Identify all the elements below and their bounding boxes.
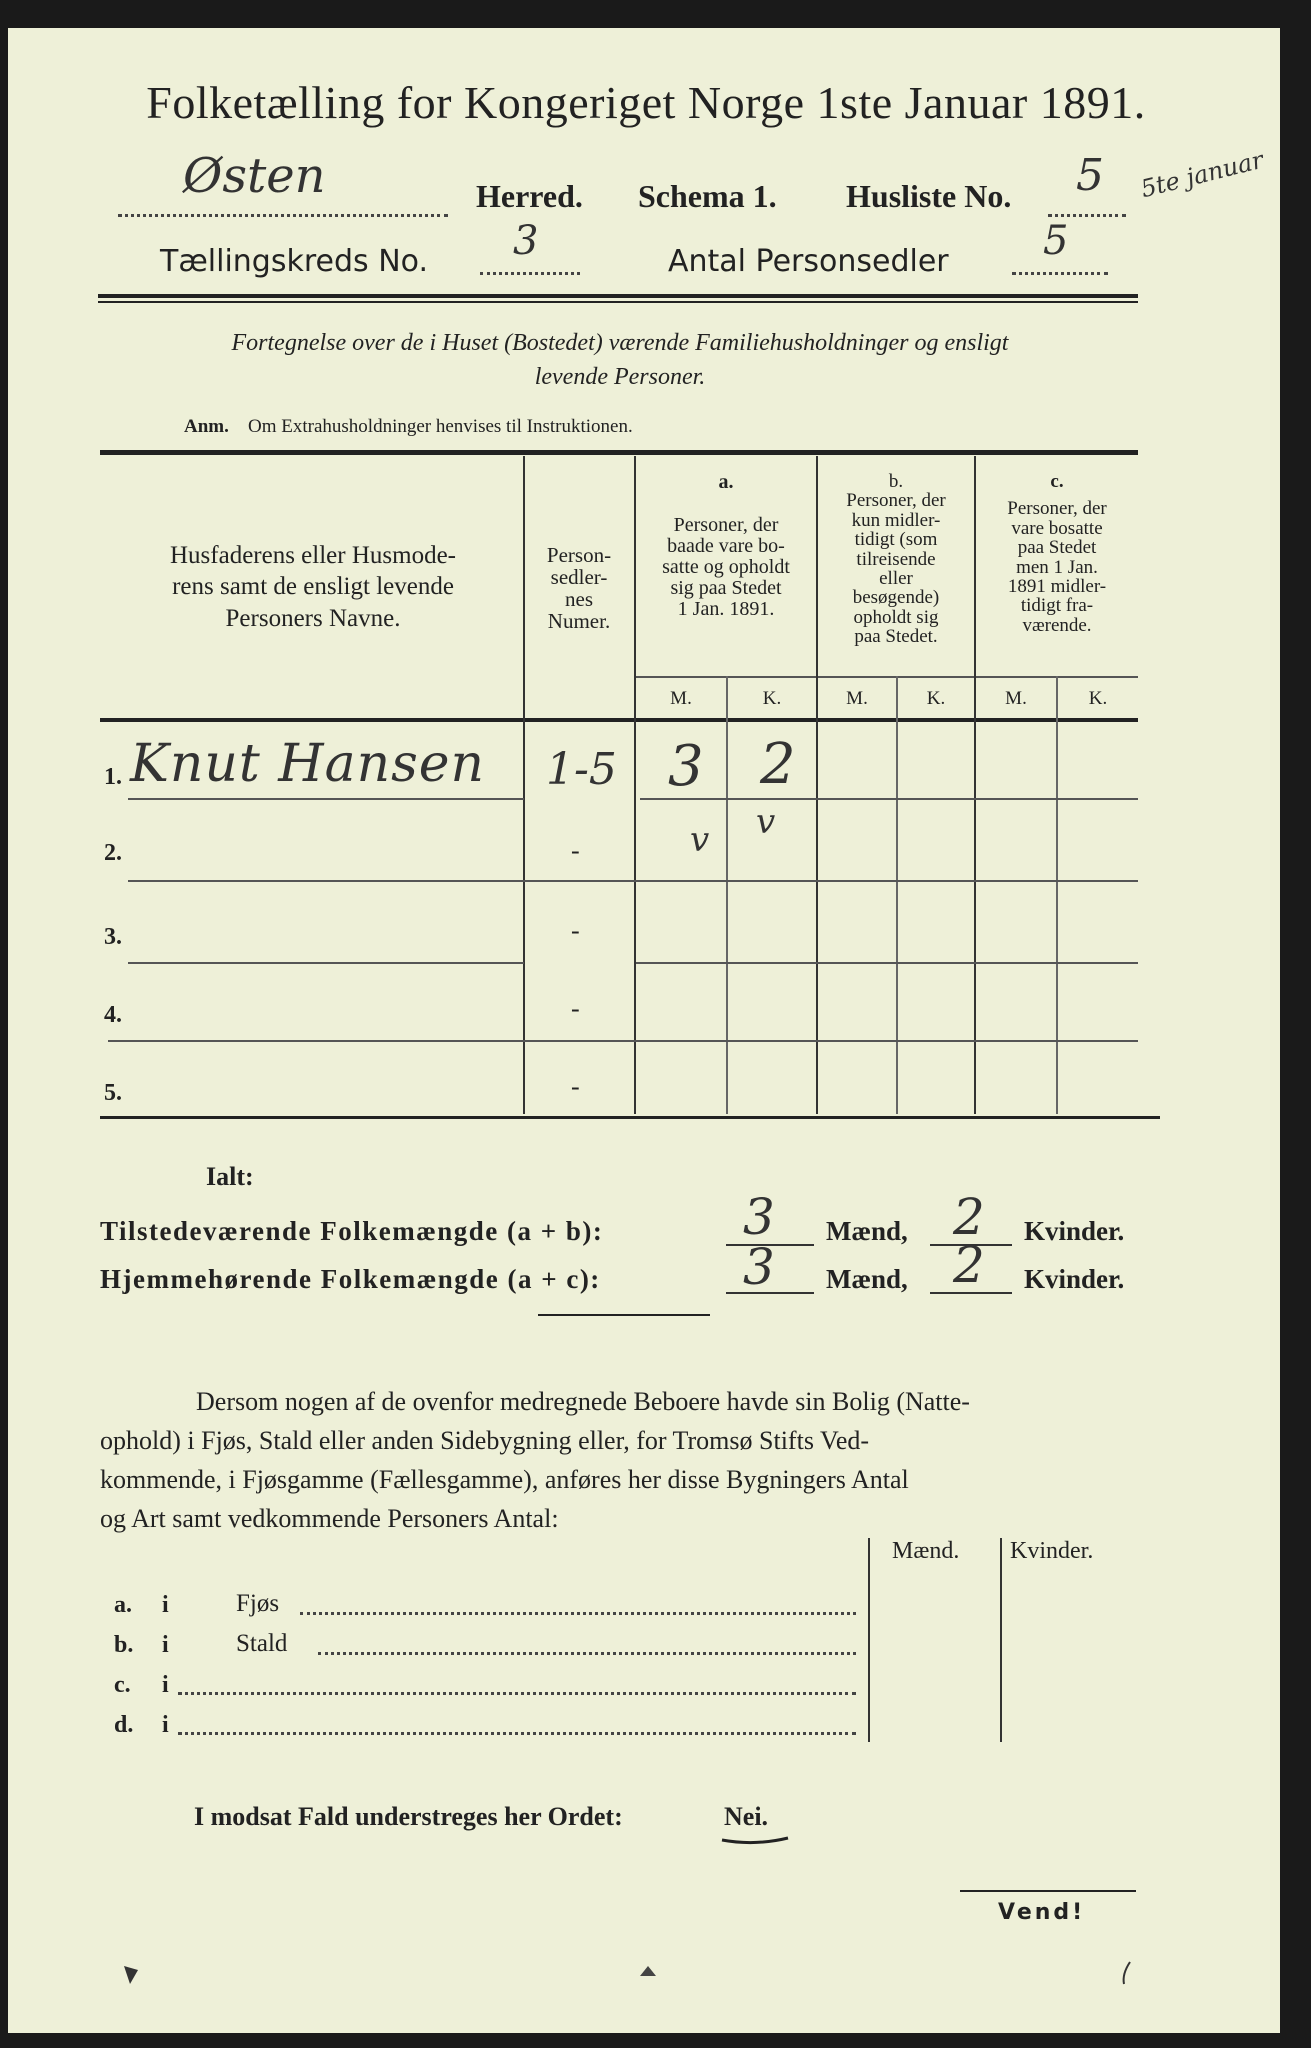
modsat-prefix: I modsat Fald understreges her Ordet: — [194, 1802, 623, 1831]
kreds-label: Tællingskreds No. — [160, 244, 428, 279]
building-divider-1 — [868, 1538, 870, 1742]
building-c-i: i — [162, 1672, 169, 1698]
row-3-sedler: - — [571, 916, 580, 945]
building-col-kvinder: Kvinder. — [1010, 1538, 1094, 1564]
husliste-value: 5 — [1076, 150, 1104, 201]
col-num-line3: nes — [565, 587, 593, 612]
header-rule-thin — [98, 301, 1138, 303]
building-b-i: i — [162, 1632, 169, 1658]
row-5-sedler: - — [571, 1072, 580, 1101]
row-line-1b — [640, 798, 1138, 800]
col-b-line4: tilreisende — [856, 548, 936, 570]
col-a-line5: 1 Jan. 1891. — [677, 598, 775, 620]
col-divider-4 — [974, 456, 976, 1114]
row-1-number: 1. — [104, 764, 122, 790]
total-line1-maend: Mænd, — [826, 1216, 908, 1246]
col-a-header — [638, 472, 814, 620]
row-line-3b — [636, 962, 1138, 964]
col-num-line4: Numer. — [547, 609, 611, 634]
row-4-number: 4. — [104, 1002, 122, 1028]
row-line-4 — [108, 1040, 1138, 1042]
anm-label: Anm. — [184, 416, 229, 437]
col-name-header — [108, 540, 518, 634]
row-5-number: 5. — [104, 1080, 122, 1106]
col-b-k-label: K. — [926, 688, 946, 709]
intro-line1: Fortegnelse over de i Huset (Bostedet) værende Familiehusholdninger og ensligt — [231, 330, 1009, 356]
col-divider-c-mk — [1056, 676, 1058, 1114]
row-1-name: Knut Hansen — [130, 734, 486, 794]
col-num-line2: sedler- — [550, 565, 608, 590]
row-1-sedler: 1-5 — [546, 744, 617, 795]
col-name-line2: rens samt de ensligt levende — [172, 573, 454, 601]
total-line2-maend: Mænd, — [826, 1264, 908, 1294]
husliste-note: 5te januar — [1138, 145, 1267, 204]
antal-label: Antal Personsedler — [668, 244, 949, 279]
total-line2-kvinder: Kvinder. — [1024, 1264, 1125, 1294]
col-c-header — [977, 472, 1137, 635]
table-bottom-rule — [100, 1116, 1160, 1119]
col-num-header — [526, 544, 632, 632]
husliste-label: Husliste No. — [846, 178, 1012, 214]
col-b-letter: b. — [888, 471, 904, 492]
col-b-line1: Personer, der — [846, 490, 946, 512]
total-line2-label: Hjemmehørende Folkemængde (a + c): — [100, 1264, 601, 1294]
col-a-line3: satte og opholdt — [662, 556, 790, 578]
header-rule — [98, 294, 1138, 298]
corner-mark-left — [120, 1962, 142, 1988]
table-header-rule — [100, 718, 1138, 722]
row-1-a-k: 2 — [760, 732, 796, 797]
col-a-letter: a. — [718, 471, 734, 493]
building-col-maend: Mænd. — [892, 1538, 960, 1564]
col-c-line4: men 1 Jan. — [1016, 556, 1098, 578]
footer-para-line4: og Art samt vedkommende Personers Antal: — [100, 1504, 559, 1533]
antal-value: 5 — [1043, 218, 1069, 264]
section-divider — [538, 1314, 710, 1316]
mk-divider — [636, 676, 1138, 678]
col-divider-3 — [816, 456, 818, 1114]
table-top-rule — [100, 450, 1138, 455]
herred-label: Herred. — [476, 178, 583, 214]
col-divider-a-mk — [726, 676, 728, 1114]
building-d-i: i — [162, 1712, 169, 1738]
total-line1-k: 2 — [953, 1188, 985, 1246]
herred-value: Østen — [183, 148, 326, 204]
corner-mark-right — [1116, 1960, 1138, 1988]
footer-para-line3: kommende, i Fjøsgamme (Fællesgamme), anføres her disse Bygningers Antal — [100, 1465, 909, 1494]
row-line-1 — [128, 798, 524, 800]
col-num-line1: Person- — [546, 543, 612, 567]
row-2-a-k: v — [756, 802, 776, 842]
col-a-line4: sig paa Stedet — [670, 577, 782, 599]
col-a-line2: baade vare bo- — [667, 535, 785, 557]
building-d-letter: d. — [114, 1712, 134, 1738]
col-a-k-label: K. — [762, 688, 782, 709]
col-divider-1 — [523, 456, 525, 1114]
col-b-header — [819, 472, 973, 646]
schema-label: Schema 1. — [638, 178, 777, 214]
col-b-line6: besøgende) — [852, 587, 940, 609]
building-a-letter: a. — [114, 1592, 132, 1618]
modsat-word: Nei. — [724, 1802, 769, 1831]
intro-line2: levende Personer. — [534, 364, 706, 390]
total-line1-kvinder: Kvinder. — [1024, 1216, 1125, 1246]
building-c-blank — [178, 1692, 856, 1695]
building-c-letter: c. — [114, 1672, 131, 1698]
row-line-2 — [128, 880, 1138, 882]
col-b-line5: eller — [879, 567, 913, 589]
footer-para-line1: Dersom nogen af de ovenfor medregnede Beboere havde sin Bolig (Natte- — [196, 1387, 970, 1416]
vend-rule — [960, 1890, 1136, 1892]
col-b-line8: paa Stedet. — [854, 626, 938, 647]
row-2-number: 2. — [104, 840, 122, 866]
row-4-sedler: - — [571, 994, 580, 1023]
col-name-line3: Personers Navne. — [225, 604, 401, 632]
col-c-line7: værende. — [1022, 614, 1092, 636]
col-a-line1: Personer, der — [673, 514, 779, 536]
footer-para-line2: ophold) i Fjøs, Stald eller anden Sidebygning eller, for Tromsø Stifts Ved- — [100, 1426, 870, 1455]
ialt-label: Ialt: — [206, 1162, 254, 1191]
total-line2-k: 2 — [953, 1236, 985, 1294]
building-b-blank — [318, 1652, 856, 1655]
col-b-line3: tidigt (som — [854, 529, 938, 551]
building-d-blank — [178, 1732, 856, 1735]
building-b-text: Stald — [236, 1630, 288, 1657]
row-2-a-m: v — [690, 820, 710, 860]
col-c-line1: Personer, der — [1007, 498, 1107, 520]
footer-paragraph — [100, 1382, 1144, 1538]
col-b-line7: opholdt sig — [853, 606, 939, 628]
building-b-letter: b. — [114, 1632, 134, 1658]
col-b-line2: kun midler- — [851, 509, 941, 531]
form-title: Folketælling for Kongeriget Norge 1ste Januar 1891. — [146, 77, 1146, 128]
col-c-line3: paa Stedet — [1017, 537, 1097, 559]
row-line-3 — [128, 962, 524, 964]
col-c-line6: tidigt fra- — [1020, 595, 1094, 617]
row-1-a-m: 3 — [668, 734, 704, 799]
col-divider-2 — [634, 456, 636, 1114]
col-c-k-label: K. — [1088, 688, 1108, 709]
anm-text: Om Extrahusholdninger henvises til Instruktionen. — [248, 416, 633, 437]
building-a-blank — [300, 1612, 856, 1615]
building-a-text: Fjøs — [236, 1590, 280, 1617]
vend-label: Vend! — [998, 1900, 1086, 1925]
col-c-m-label: M. — [1005, 688, 1027, 709]
col-name-line1: Husfaderens eller Husmode- — [169, 542, 456, 569]
col-c-line5: 1891 midler- — [1007, 575, 1107, 597]
census-form-page — [8, 28, 1280, 2033]
building-a-i: i — [162, 1592, 169, 1618]
building-divider-2 — [1000, 1538, 1002, 1742]
row-2-sedler: - — [571, 836, 580, 865]
col-divider-b-mk — [896, 676, 898, 1114]
total-line1-m: 3 — [743, 1188, 775, 1246]
col-c-letter: c. — [1050, 471, 1064, 492]
row-3-number: 3. — [104, 924, 122, 950]
total-line2-m: 3 — [743, 1238, 775, 1296]
nei-underline — [720, 1832, 790, 1846]
col-a-m-label: M. — [670, 688, 692, 709]
col-b-m-label: M. — [846, 688, 868, 709]
corner-mark-center — [636, 1962, 660, 1982]
total-line1-label: Tilstedeværende Folkemængde (a + b): — [100, 1216, 604, 1246]
kreds-value: 3 — [513, 218, 539, 264]
col-c-line2: vare bosatte — [1011, 517, 1103, 539]
